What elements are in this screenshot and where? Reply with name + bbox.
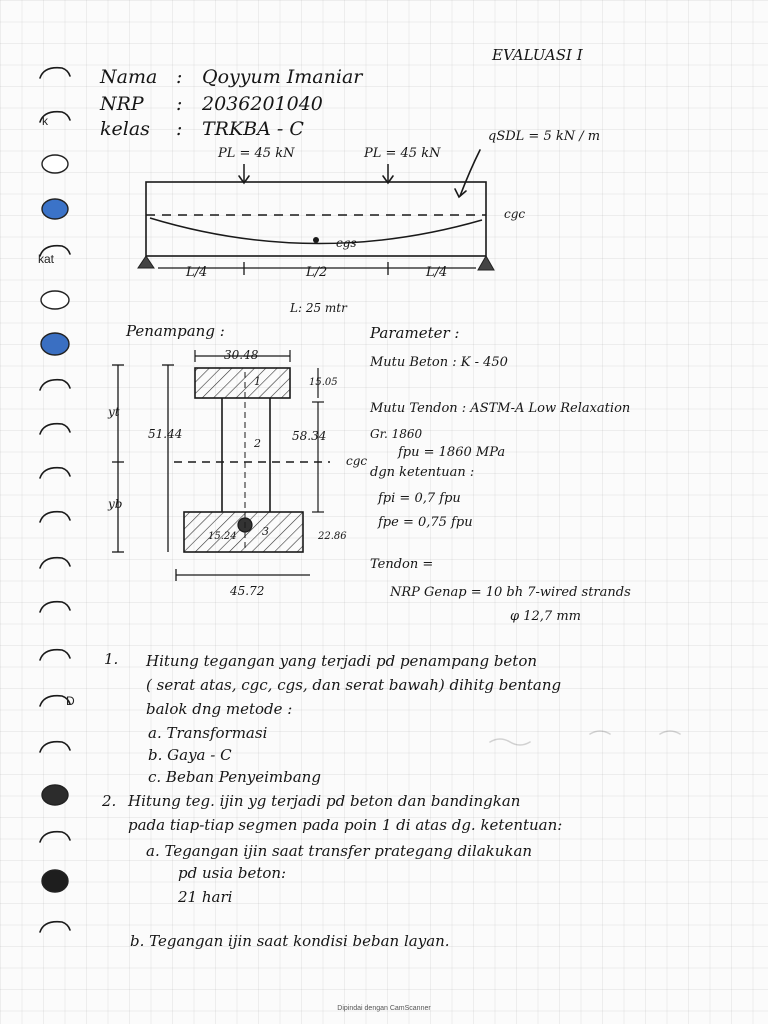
class-label: kelas — [100, 118, 150, 140]
question-2-number: 2. — [102, 792, 117, 810]
part-1-label: 1 — [254, 375, 261, 388]
question-1-line: balok dng metode : — [146, 700, 293, 718]
load-left-label: PL = 45 kN — [218, 146, 295, 161]
binder-rings — [40, 68, 70, 932]
scanner-footer: Dipindai dengan CamScanner — [337, 1005, 431, 1012]
web-thickness-label: 15.24 — [208, 531, 237, 542]
class-colon: : — [176, 118, 183, 140]
fpe-value: fpe = 0,75 fpu — [378, 515, 473, 530]
strand-diameter: φ 12,7 mm — [510, 609, 581, 624]
part-3-label: 3 — [262, 525, 269, 538]
question-2-sub: 21 hari — [178, 888, 233, 906]
segment-left-label: L/4 — [186, 265, 208, 280]
tendon-grade-2: Gr. 1860 — [370, 427, 423, 441]
yt-value: 51.44 — [148, 427, 183, 441]
qsdl-label: qSDL = 5 kN / m — [488, 129, 601, 144]
bleed-through — [490, 731, 680, 745]
nrp-even-label: NRP Genap = 10 bh 7-wired strands — [390, 585, 631, 600]
question-1-number: 1. — [104, 650, 119, 668]
top-depth-label: 15.05 — [309, 377, 338, 388]
fpi-value: fpi = 0,7 fpu — [378, 491, 461, 506]
question-2-line: Hitung teg. ijin yg terjadi pd beton dan bandingkan — [128, 792, 521, 810]
question-1-sub: b. Gaya - C — [148, 746, 232, 764]
parameters-title: Parameter : — [370, 324, 460, 342]
load-right-label: PL = 45 kN — [364, 146, 441, 161]
conditions-label: dgn ketentuan : — [370, 465, 475, 480]
span-label: L: 25 mtr — [290, 301, 347, 315]
part-2-label: 2 — [254, 437, 261, 450]
margin-mark: D — [66, 694, 75, 708]
question-1-sub: c. Beban Penyeimbang — [148, 768, 321, 786]
top-width-label: 30.48 — [224, 348, 259, 362]
section-cgc-label: cgc — [346, 454, 368, 468]
question-2-sub: a. Tegangan ijin saat transfer prategang dilakukan — [146, 842, 533, 860]
yb-label: yb — [108, 497, 123, 511]
segment-right-label: L/4 — [426, 265, 448, 280]
page-title: EVALUASI I — [492, 46, 583, 64]
question-2-line: pada tiap-tiap segmen pada poin 1 di atas dg. ketentuan: — [128, 816, 563, 834]
question-1-line: Hitung tegangan yang terjadi pd penampang beton — [146, 652, 538, 670]
name-colon: : — [176, 66, 183, 88]
beam-cgc-label: cgc — [504, 207, 526, 221]
name-label: Nama — [100, 66, 158, 88]
beam-elevation — [138, 150, 494, 275]
section-title: Penampang : — [126, 322, 225, 340]
question-1-line: ( serat atas, cgc, cgs, dan serat bawah) dihitg bentang — [146, 676, 562, 694]
tendon-label: Tendon = — [370, 557, 434, 572]
concrete-grade: Mutu Beton : K - 450 — [370, 355, 508, 370]
cross-section — [112, 350, 330, 581]
tendon-grade: Mutu Tendon : ASTM-A Low Relaxation — [370, 401, 631, 416]
web-height-label: 58.34 — [292, 429, 327, 443]
nrp-value: 2036201040 — [202, 93, 323, 115]
margin-mark: kat — [38, 252, 55, 266]
nrp-label: NRP — [100, 93, 144, 115]
name-value: Qoyyum Imaniar — [202, 66, 363, 88]
beam-cgs-label: cgs — [336, 236, 357, 250]
bottom-width-label: 45.72 — [230, 584, 265, 598]
class-value: TRKBA - C — [202, 118, 304, 140]
question-2-sub: pd usia beton: — [178, 864, 287, 882]
margin-mark: k — [42, 114, 48, 128]
fpu-value: fpu = 1860 MPa — [398, 445, 506, 460]
bottom-depth-label: 22.86 — [318, 531, 347, 542]
yt-label: yt — [108, 405, 120, 419]
question-2-sub: b. Tegangan ijin saat kondisi beban layan. — [130, 932, 450, 950]
segment-middle-label: L/2 — [306, 265, 328, 280]
nrp-colon: : — [176, 93, 183, 115]
question-1-sub: a. Transformasi — [148, 724, 268, 742]
